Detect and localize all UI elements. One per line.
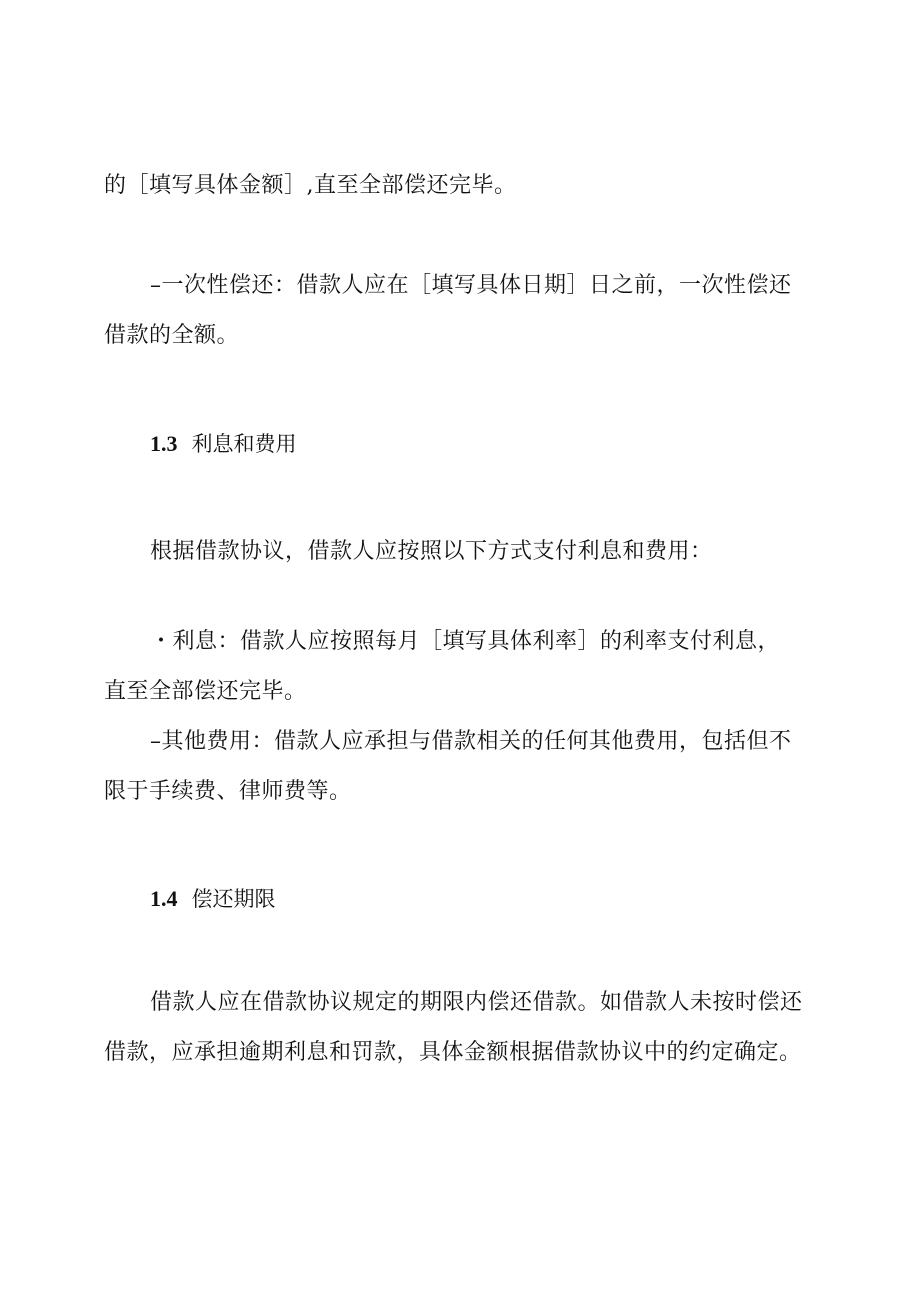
bullet-line: –其他费用：借款人应承担与借款相关的任何其他费用，包括但不	[150, 729, 792, 754]
paragraph-line: 直至全部偿还完毕。	[104, 679, 307, 704]
paragraph-line: 借款人应在借款协议规定的期限内偿还借款。如借款人未按时偿还	[150, 990, 803, 1015]
paragraph-line: –一次性偿还：借款人应在［填写具体日期］日之前，一次性偿还	[150, 273, 792, 298]
section-heading-1-3	[150, 429, 297, 460]
section-title: 利息和费用	[191, 432, 297, 456]
section-heading-1-4	[150, 884, 276, 915]
paragraph-line: 根据借款协议，借款人应按照以下方式支付利息和费用：	[150, 539, 713, 564]
paragraph-line: 的［填写具体金额］,直至全部偿还完毕。	[104, 173, 517, 198]
paragraph-line: 限于手续费、律师费等。	[104, 779, 352, 804]
section-title: 偿还期限	[191, 887, 276, 911]
bullet-line: ・利息：借款人应按照每月［填写具体利率］的利率支付利息，	[150, 629, 781, 654]
paragraph-line: 借款，应承担逾期利息和罚款，具体金额根据借款协议中的约定确定。	[104, 1040, 802, 1065]
paragraph-line: 借款的全额。	[104, 323, 240, 348]
section-number: 1.3	[150, 431, 178, 456]
section-number: 1.4	[150, 886, 178, 911]
